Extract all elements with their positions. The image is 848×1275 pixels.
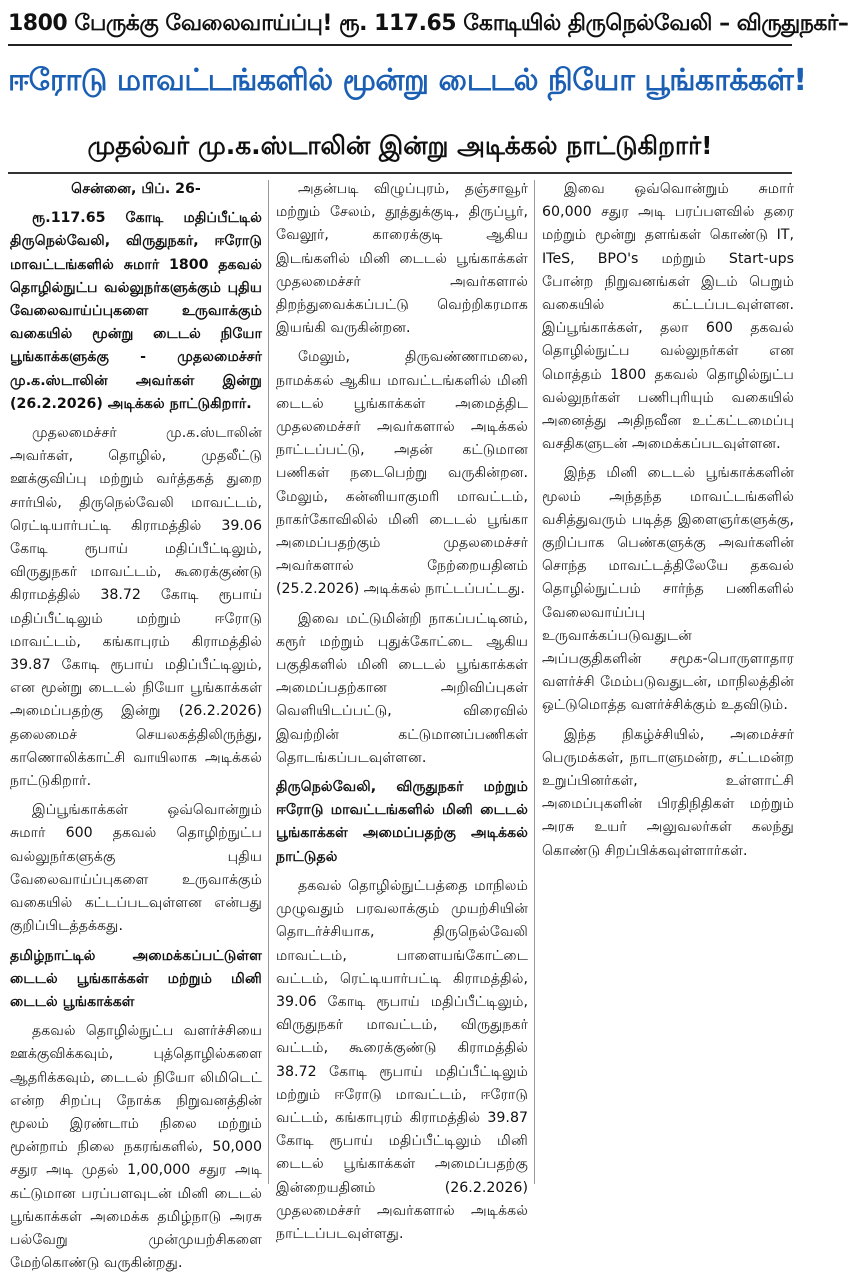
paragraph: இந்த மினி டைடல் பூங்காக்களின் மூலம் அந்தந்த மாவட்டங்களில் வசித்துவரும் படித்த இளைஞர்களுக்கு, குறிப்பாக பெண்களுக்கு அவர்களின் சொந்த மாவட்டத்திலேயே தகவல் தொழில்நுட்பம் சார்ந்த பணிகளில் வேலைவாய்ப்பு உருவாக்கப்படுவதுடன் அப்பகுதிகளின் சமூக-பொருளாதார வளர்ச்சி மேம்படுவதுடன், மாநிலத்தின் ஒட்டுமொத்த வளர்ச்சிக்கும் உதவிடும். bbox=[542, 465, 794, 714]
paragraph: மேலும், திருவண்ணாமலை, நாமக்கல் ஆகிய மாவட்டங்களில் மினி டைடல் பூங்காக்கள் அமைத்திட முதலமைச்சர் அவர்களால் அடிக்கல் நாட்டப்பட்டு, அதன் கட்டுமான பணிகள் நடைபெற்று வருகின்றன. மேலும், கன்னியாகுமரி மாவட்டம், நாகர்கோவிலில் மினி டைடல் பூங்கா அமைப்பதற்கும் முதலமைச்சர் அவர்களால் நேற்றையதினம் (25.2.2026) அடிக்கல் நாட்டப்பட்டது. bbox=[276, 349, 528, 598]
headline-line-2: ஈரோடு மாவட்டங்களில் மூன்று டைடல் நியோ பூங்காக்கள்! bbox=[8, 63, 807, 98]
column-2 bbox=[276, 178, 528, 1242]
paragraph: இவை மட்டுமின்றி நாகப்பட்டினம், கரூர் மற்றும் புதுக்கோட்டை ஆகிய பகுதிகளில் மினி டைடல் பூங்காக்கள் அமைப்பதற்கான அறிவிப்புகள் வெளியிடப்பட்டு, விரைவில் இவற்றின் கட்டுமானப்பணிகள் தொடங்கப்படவுள்ளன. bbox=[276, 610, 528, 766]
paragraph: தகவல் தொழில்நுட்ப வளர்ச்சியை ஊக்குவிக்கவும், புத்தொழில்களை ஆதரிக்கவும், டைடல் நியோ லிமிடெட் என்ற சிறப்பு நோக்க நிறுவனத்தின் மூலம் இரண்டாம் நிலை மற்றும் மூன்றாம் நிலை நகரங்களில், 50,000 சதுர அடி முதல் 1,00,000 சதுர அடி கட்டுமான பரப்பளவுடன் மினி டைடல் பூங்காக்கள் அமைக்க தமிழ்நாடு அரசு பல்வேறு முன்முயற்சிகளை மேற்கொண்டு வருகின்றது. bbox=[10, 1023, 262, 1272]
headline-divider bbox=[8, 172, 792, 174]
paragraph: முதலமைச்சர் மு.க.ஸ்டாலின் அவர்கள், தொழில், முதலீட்டு ஊக்குவிப்பு மற்றும் வர்த்தகத் துறை சார்பில், திருநெல்வேலி மாவட்டம், ரெட்டியார்பட்டி கிராமத்தில் 39.06 கோடி ரூபாய் மதிப்பீட்டிலும், விருதுநகர் மாவட்டம், கூரைக்குண்டு கிராமத்தில் 38.72 கோடி ரூபாய் மதிப்பீட்டிலும் மற்றும் ஈரோடு மாவட்டம், கங்காபுரம் கிராமத்தில் 39.87 கோடி ரூபாய் மதிப்பீட்டிலும், என மூன்று டைடல் நியோ பூங்காக்கள் அமைப்பதற்கு இன்று (26.2.2026) தலைமைச் செயலகத்திலிருந்து, காணொலிக்காட்சி வாயிலாக அடிக்கல் நாட்டுகிறார். bbox=[10, 425, 262, 790]
paragraph: அதன்படி விழுப்புரம், தஞ்சாவூர் மற்றும் சேலம், தூத்துக்குடி, திருப்பூர், வேலூர், காரைக்குடி ஆகிய இடங்களில் மினி டைடல் பூங்காக்கள் முதலமைச்சர் அவர்களால் திறந்துவைக்கப்பட்டு வெற்றிகரமாக இயங்கி வருகின்றன. bbox=[276, 181, 528, 337]
headline-line-1: 1800 பேருக்கு வேலைவாய்ப்பு! ரூ. 117.65 கோடியில் திருநெல்வேலி – விருதுநகர்– bbox=[8, 4, 792, 46]
column-separator bbox=[534, 180, 535, 1184]
dateline: சென்னை, பிப். 26- bbox=[71, 181, 201, 197]
column-3 bbox=[542, 178, 794, 1186]
column-separator bbox=[268, 180, 269, 1184]
paragraph: இந்த நிகழ்ச்சியில், அமைச்சர் பெருமக்கள், நாடாளுமன்ற, சட்டமன்ற உறுப்பினர்கள், உள்ளாட்சி அமைப்புகளின் பிரதிநிதிகள் மற்றும் அரசு உயர் அலுவலர்கள் கலந்து கொண்டு சிறப்பிக்கவுள்ளார்கள். bbox=[542, 726, 794, 859]
paragraph: இப்பூங்காக்கள் ஒவ்வொன்றும் சுமார் 600 தகவல் தொழிற்நுட்ப வல்லுநர்களுக்கு புதிய வேலைவாய்ப்புகளை உருவாக்கும் வகையில் கட்டப்படவுள்ளன என்பது குறிப்பிடத்தக்கது. bbox=[10, 802, 262, 935]
paragraph: இவை ஒவ்வொன்றும் சுமார் 60,000 சதுர அடி பரப்பளவில் தரை மற்றும் மூன்று தளங்கள் கொண்டு IT, ITeS, BPO's மற்றும் Start-ups போன்ற நிறுவனங்கள் இடம் பெறும் வகையில் கட்டப்படவுள்ளன. இப்பூங்காக்கள், தலா 600 தகவல் தொழில்நுட்ப வல்லுநர்கள் என மொத்தம் 1800 தகவல் தொழில்நுட்ப வல்லுநர்கள் பணிபுரியும் வகையில் அனைத்து அதிநவீன உட்கட்டமைப்பு வசதிகளுடன் அமைக்கப்படவுள்ளன. bbox=[542, 181, 794, 453]
headline-subhead: முதல்வர் மு.க.ஸ்டாலின் இன்று அடிக்கல் நாட்டுகிறார்! bbox=[87, 131, 713, 160]
lead-paragraph: ரூ.117.65 கோடி மதிப்பீட்டில் திருநெல்வேலி, விருதுநகர், ஈரோடு மாவட்டங்களில் சுமார் 1800 தகவல் தொழில்நுட்ப வல்லுநர்களுக்கும் புதிய வேலைவாய்ப்புகளை உருவாக்கும் வகையில் மூன்று டைடல் நியோ பூங்காக்களுக்கு - முதலமைச்சர் மு.க.ஸ்டாலின் அவர்கள் இன்று (26.2.2026) அடிக்கல் நாட்டுகிறார். bbox=[10, 210, 262, 412]
paragraph: தகவல் தொழில்நுட்பத்தை மாநிலம் முழுவதும் பரவலாக்கும் முயற்சியின் தொடர்ச்சியாக, திருநெல்வேலி மாவட்டம், பாளையங்கோட்டை வட்டம், ரெட்டியார்பட்டி கிராமத்தில், 39.06 கோடி ரூபாய் மதிப்பீட்டிலும், விருதுநகர் மாவட்டம், விருதுநகர் வட்டம், கூரைக்குண்டு கிராமத்தில் 38.72 கோடி ரூபாய் மதிப்பீட்டிலும் மற்றும் ஈரோடு மாவட்டம், ஈரோடு வட்டம், கங்காபுரம் கிராமத்தில் 39.87 கோடி ரூபாய் மதிப்பீட்டிலும் மினி டைடல் பூங்காக்கள் அமைப்பதற்கு இன்றையதினம் (26.2.2026) முதலமைச்சர் அவர்களால் அடிக்கல் நாட்டப்படவுள்ளது. bbox=[276, 877, 528, 1242]
section-subhead: தமிழ்நாட்டில் அமைக்கப்பட்டுள்ள டைடல் பூங்காக்கள் மற்றும் மினி டைடல் பூங்காக்கள் bbox=[10, 947, 262, 1010]
column-1 bbox=[10, 178, 262, 1272]
section-subhead: திருநெல்வேலி, விருதுநகர் மற்றும் ஈரோடு மாவட்டங்களில் மினி டைடல் பூங்காக்கள் அமைப்பதற்கு அடிக்கல் நாட்டுதல் bbox=[276, 779, 528, 865]
